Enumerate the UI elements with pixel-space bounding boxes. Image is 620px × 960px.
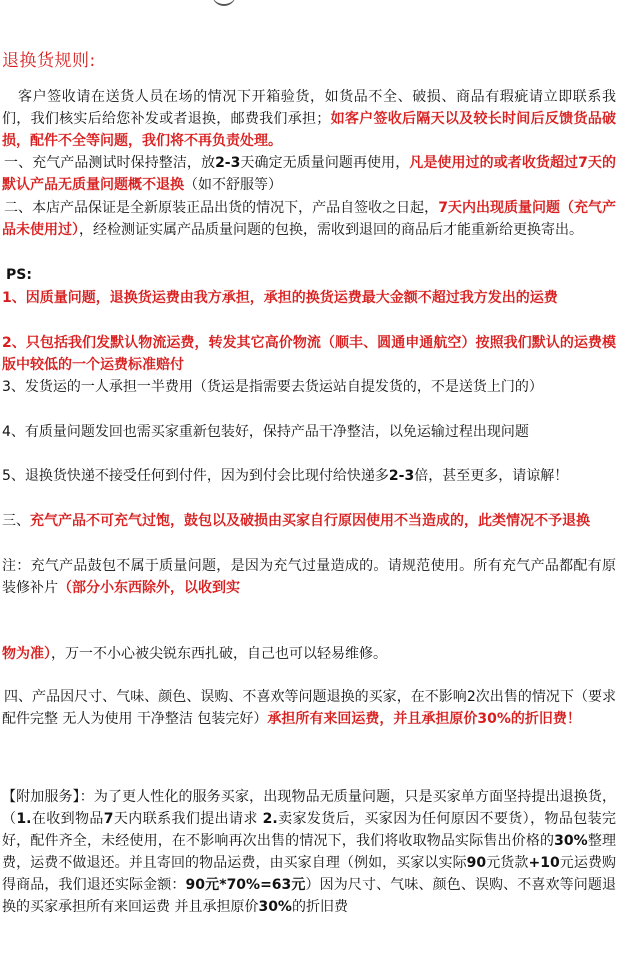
ps-item-4: 4、有质量问题发回也需买家重新包装好，保持产品干净整洁，以免运输过程出现问题 [2,424,529,440]
note-text-2: ，万一不小心被尖锐东西扎破，自己也可以轻易维修。 [51,646,387,662]
ps-item-5 [2,465,616,487]
extra-text-o: ）因为尺寸、气味、颜色、误购、不喜欢等问题退换的买家承担所有来回运费 并且承担原价 [2,877,616,915]
extra-text-f: 2. [262,811,278,827]
extra-text-a: 为了更人性化的服务买家，出现物品无质量问题，只是买家单方面坚持提出退换货，（ [2,789,617,827]
ps-item-5-text-2: 倍，甚至更多，请谅解！ [414,468,569,484]
intro-warning: 如客户签收后隔天以及较长时间后反馈货品破损，配件不全等问题，我们将不再负责处理。 [2,111,617,149]
rule-1-days: 2-3 [215,155,241,171]
intro-paragraph [2,86,616,152]
extra-service [2,786,616,918]
extra-text-n: 90元*70%=63元 [185,877,306,893]
extra-text-b: 1. [16,811,32,827]
rule-2-highlight: 7天内出现质量问题（充气产品未使用过） [2,200,616,238]
rule-3-warning: 充气产品不可充气过饱，鼓包以及破损由买家自行原因使用不当造成的，此类情况不予退换 [30,513,590,529]
ps-item-5-multiplier: 2-3 [388,468,415,484]
rule-3 [2,510,616,532]
extra-text-k: 元货款 [486,855,529,871]
rule-1-warning: 凡是使用过的或者收货超过7天的默认产品无质量问题概不退换 [2,155,617,193]
extra-text-h: 30% [554,833,588,849]
page-title: 退换货规则: [2,51,96,71]
intro-text: 客户签收请在送货人员在场的情况下开箱验货，如货品不全、破损、商品有瑕疵请立即联系我们，我们核实后给您补发或者退换，邮费我们承担； [2,89,616,127]
extra-text-j: 90 [466,855,487,871]
rule-2 [2,197,616,241]
rule-1 [2,152,616,196]
top-crop-mark [212,0,236,6]
ps-item-1: 1、因质量问题，退换货运费由我方承担，承担的换货运费最大金额不超过我方发出的运费 [2,290,558,306]
rule-2-text-2: ，经检测证实属产品质量问题的包换，需收到退回的商品后才能重新给更换寄出。 [79,222,583,238]
ps-label: PS: [6,267,32,283]
extra-service-label: 【附加服务】： [2,789,94,805]
rule-4-text: 四、产品因尺寸、气味、颜色、误购、不喜欢等问题退换的买家，在不影响2次出售的情况下（要求配件完整 无人为使用 干净整洁 包装完好） [2,689,616,727]
extra-text-m: 元运费购得商品，我们退还实际金额： [2,855,617,893]
extra-text-i: 整理费，运费不做退还。并且寄回的物品运费，由买家自理（例如，买家以实际 [2,833,617,871]
extra-text-c: 在收到物品 [31,811,104,827]
rule-1-text: 一、充气产品测试时保持整洁，放 [4,155,216,171]
extra-text-q: 的折旧费 [291,899,348,915]
extra-text-g: 卖家发货后，买家因为任何原因不要货），物品包装完好，配件齐全，未经使用，在不影响再次出售的情况下，我们将收取物品实际售出价格的 [2,811,617,849]
ps-item-2: 2、只包括我们发默认物流运费，转发其它高价物流（顺丰、圆通申通航空）按照我们默认的运费模版中较低的一个运费标准赔付 [2,335,616,373]
extra-text-e: 天内联系我们提出请求 [113,811,258,827]
rule-4 [2,686,616,730]
note-highlight-2: 物为准） [2,646,51,662]
rule-2-text: 二、本店产品保证是全新原装正品出货的情况下，产品自签收之日起， [4,200,439,216]
note-text: 注：充气产品鼓包不属于质量问题，是因为充气过量造成的。请规范使用。所有充气产品都配有原装修补片 [2,558,616,596]
note-continuation [2,643,616,665]
extra-text-p: 30% [258,899,292,915]
rule-1-text-2: 天确定无质量问题再使用， [240,155,410,171]
rule-1-note: （如不舒服等） [184,177,282,193]
ps-item-3: 3、发货运的一人承担一半费用（货运是指需要去货运站自提发货的，不是送货上门的） [2,379,543,395]
extra-text-l: +10 [528,855,560,871]
ps-item-5-text: 5、退换货快递不接受任何到付件，因为到付会比现付给快递多 [2,468,389,484]
rule-3-prefix: 三、 [2,513,30,529]
extra-text-d: 7 [103,811,114,827]
note-highlight: （部分小东西除外，以收到实 [58,580,240,596]
note-paragraph [2,555,616,599]
rule-4-warning: 承担所有来回运费，并且承担原价30%的折旧费！ [267,711,581,727]
